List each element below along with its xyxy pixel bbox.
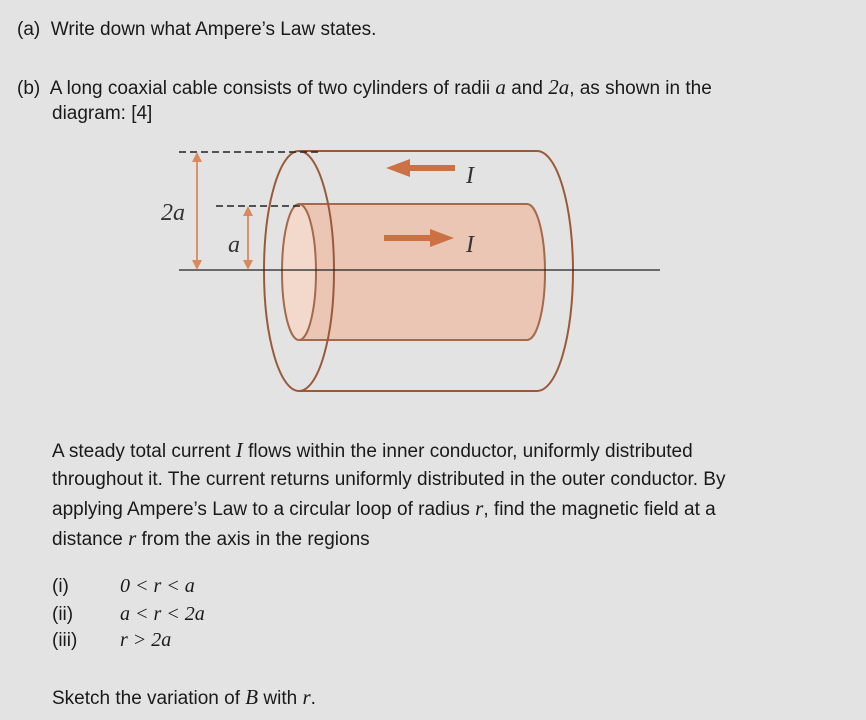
- dimension-arrow-2a: [192, 152, 202, 270]
- var-r-3: r: [302, 685, 311, 709]
- label-current-top: I: [466, 163, 474, 189]
- var-I: I: [235, 438, 243, 462]
- dimension-arrow-a: [243, 206, 253, 270]
- region-ii-label: (ii): [52, 604, 74, 625]
- part-b-text-1: A long coaxial cable consists of two cylinders of radii: [49, 78, 491, 99]
- paragraph-text-7: from the axis in the regions: [141, 529, 370, 550]
- var-2a: 2a: [548, 75, 570, 99]
- part-b-and: and: [511, 78, 543, 99]
- sketch-text-1: Sketch the variation of: [52, 688, 240, 709]
- part-b-text-2: , as shown in the: [569, 78, 712, 99]
- paragraph-line-2: throughout it. The current returns uniformly distributed in the outer conductor. By: [52, 469, 726, 490]
- sketch-text-3: .: [310, 688, 316, 709]
- inner-cylinder-face: [282, 204, 316, 340]
- inner-cylinder: [300, 204, 545, 340]
- part-b-label: (b): [17, 78, 41, 99]
- part-a-label: (a): [17, 19, 41, 40]
- sketch-text-2: with: [263, 688, 298, 709]
- region-i-label: (i): [52, 576, 69, 597]
- paragraph-text-5: , find the magnetic field at a: [483, 499, 716, 520]
- var-r-2: r: [128, 526, 137, 550]
- var-a: a: [495, 75, 506, 99]
- paragraph-line-4: [52, 524, 842, 554]
- label-a: a: [228, 232, 240, 258]
- part-b-intro-cont: diagram: [4]: [52, 103, 153, 124]
- sketch-instruction: [52, 685, 316, 710]
- part-a-text: Write down what Ampere’s Law states.: [50, 19, 377, 40]
- region-ii-expr: a < r < 2a: [120, 603, 205, 625]
- label-2a: 2a: [161, 200, 185, 226]
- region-iii-label: (iii): [52, 630, 78, 651]
- paragraph-text-4: applying Ampere’s Law to a circular loop of radius: [52, 499, 470, 520]
- paragraph-text-2: flows within the inner conductor, uniformly distributed: [248, 441, 693, 462]
- paragraph-text-6: distance: [52, 529, 123, 550]
- paragraph-text-1: A steady total current: [52, 441, 231, 462]
- region-iii-expr: r > 2a: [120, 629, 172, 651]
- region-i-expr: 0 < r < a: [120, 575, 195, 597]
- current-arrow-outer: [386, 159, 455, 177]
- problem-paragraph: [52, 436, 842, 554]
- label-current-bottom: I: [466, 232, 474, 258]
- var-r: r: [475, 496, 484, 520]
- var-B: B: [245, 685, 259, 709]
- paragraph-line-3: [52, 494, 842, 524]
- paragraph-line-1: [52, 436, 842, 466]
